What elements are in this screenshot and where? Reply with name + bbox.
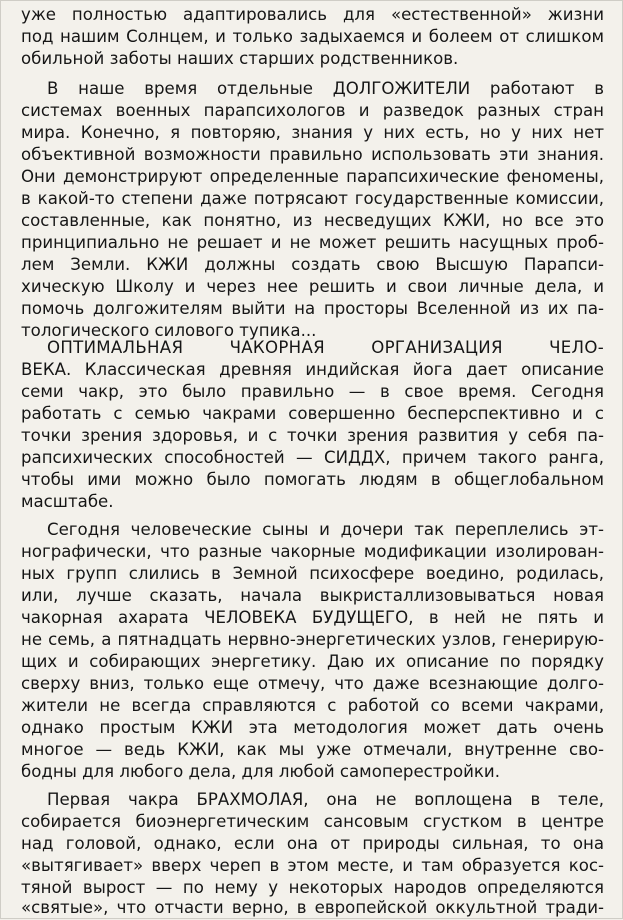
text-line: однако простым КЖИ эта методология может дать очень xyxy=(21,718,604,737)
text-line: чтобы ими можно было помогать людям в общеглобальном xyxy=(21,470,604,489)
text-line: тяной вырост — по нему у некоторых народов определяются xyxy=(21,878,604,897)
text-line: не семь, а пятнадцать нервно-энергетических узлов, генерирую- xyxy=(21,630,604,649)
text-line: щих и собирающих энергетику. Даю их описание по порядку xyxy=(21,652,604,671)
text-line: составленные, как понятно, из несведущих КЖИ, но все это xyxy=(21,211,604,230)
text-line: под нашим Солнцем, и только задыхаемся и болеем от слишком xyxy=(21,27,604,46)
text-line: обильной заботы наших старших родственников. xyxy=(21,49,459,68)
text-line: точки зрения здоровья, и с точки зрения развития у себя па- xyxy=(21,426,604,445)
text-line: над головой, однако, если она от природы сильная, то она xyxy=(21,834,604,853)
text-line: масштабе. xyxy=(21,492,114,511)
text-line: системах военных парапсихологов и разведок разных стран xyxy=(21,101,604,120)
text-line: уже полностью адаптировались для «естественной» жизни xyxy=(21,5,604,24)
text-line: ВЕКА. Классическая древняя индийская йога дает описание xyxy=(21,360,604,379)
text-line: многое — ведь КЖИ, как мы уже отмечали, внутренне сво- xyxy=(21,740,604,759)
text-line: собирается биоэнергетическим сансовым сгустком в центре xyxy=(21,812,604,831)
text-line: нографически, что разные чакорные модификации изолирован- xyxy=(21,542,604,561)
text-line: хическую Школу и через нее решить и свои личные дела, и xyxy=(21,277,604,296)
text-line: мира. Конечно, я повторяю, знания у них есть, но у них нет xyxy=(21,123,604,142)
text-line: В наше время отдельные ДОЛГОЖИТЕЛИ работают в xyxy=(47,79,604,98)
text-line: объективной возможности правильно использовать эти знания. xyxy=(21,145,604,164)
text-line: «вытягивает» вверх череп в этом месте, и там образуется кос- xyxy=(21,856,604,875)
text-line: ных групп слились в Земной психосфере воедино, родилась, xyxy=(21,564,604,583)
text-line: семи чакр, это было правильно — в свое время. Сегодня xyxy=(21,382,604,401)
text-line: сверху вниз, только еще отмечу, что даже всезнающие долго- xyxy=(21,674,604,693)
text-line: «святые», что отчасти верно, в европейской оккультной тради- xyxy=(21,898,604,917)
text-line: бодны для любого дела, для любой самоперестройки. xyxy=(21,762,500,781)
text-line: жители не всегда справляются с работой со всеми чакрами, xyxy=(21,696,604,715)
text-line: принципиально не решает и не может решить насущных проб- xyxy=(21,233,604,252)
text-line: или, лучше сказать, начала выкристаллизовываться новая xyxy=(21,586,604,605)
text-line: Первая чакра БРАХМОЛАЯ, она не воплощена в теле, xyxy=(47,790,604,809)
text-line: лем Земли. КЖИ должны создать свою Высшую Парапси- xyxy=(21,255,604,274)
text-line: помочь долгожителям выйти на просторы Вселенной из их па- xyxy=(21,299,604,318)
text-line: в какой-то степени даже потрясают государственные комиссии, xyxy=(21,189,604,208)
text-line: чакорная ахарата ЧЕЛОВЕКА БУДУЩЕГО, в ней не пять и xyxy=(21,608,604,627)
text-line: тологического силового тупика... xyxy=(21,321,317,340)
text-line: Сегодня человеческие сыны и дочери так переплелись эт- xyxy=(47,520,604,539)
text-line: работать с семью чакрами совершенно бесперспективно и с xyxy=(21,404,604,423)
section-heading: ОПТИМАЛЬНАЯ ЧАКОРНАЯ ОРГАНИЗАЦИЯ ЧЕЛО- xyxy=(47,338,604,357)
text-line: Они демонстрируют определенные парапсихические феномены, xyxy=(21,167,604,186)
text-line: рапсихических способностей — СИДДХ, причем такого ранга, xyxy=(21,448,604,467)
